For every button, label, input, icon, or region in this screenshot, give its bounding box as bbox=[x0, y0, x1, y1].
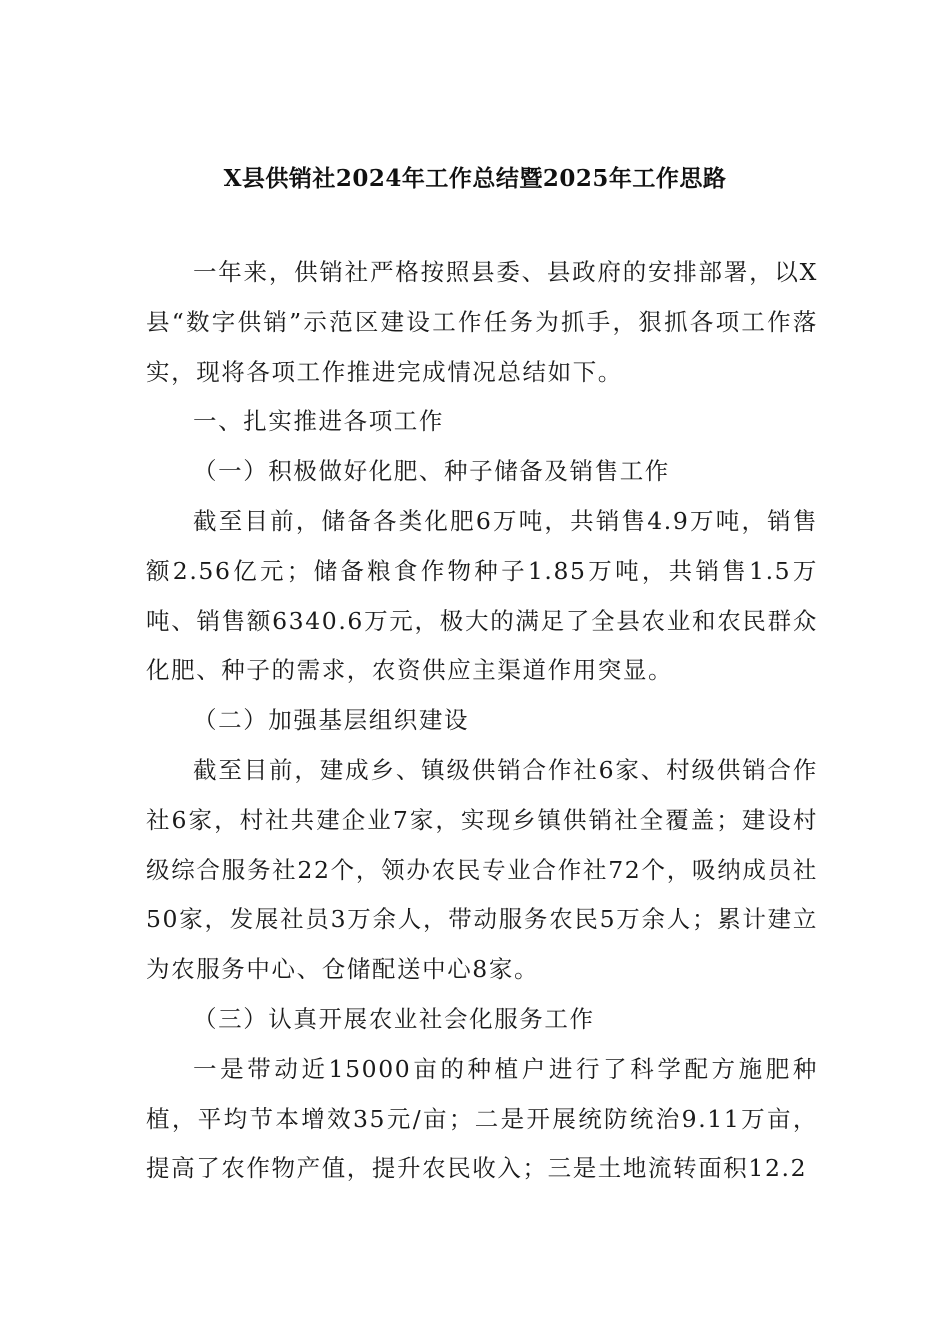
section-heading-1: 一、扎实推进各项工作 bbox=[193, 407, 444, 436]
document-body bbox=[146, 248, 818, 1194]
subsection-heading-1: （一）积极做好化肥、种子储备及销售工作 bbox=[193, 457, 670, 486]
subsection-heading-2: （二）加强基层组织建设 bbox=[193, 706, 470, 735]
intro-paragraph: 一年来，供销社严格按照县委、县政府的安排部署，以X县“数字供销”示范区建设工作任务为抓手，狠抓各项工作落实，现将各项工作推进完成情况总结如下。 bbox=[146, 258, 818, 386]
body-paragraph-fertilizer: 截至目前，储备各类化肥6万吨，共销售4.9万吨，销售额2.56亿元；储备粮食作物种子1.85万吨，共销售1.5万吨、销售额6340.6万元，极大的满足了全县农业和农民群众化肥、种子的需求，农资供应主渠道作用突显。 bbox=[146, 506, 818, 685]
subsection-heading-3: （三）认真开展农业社会化服务工作 bbox=[193, 1004, 595, 1033]
document-title: X县供销社2024年工作总结暨2025年工作思路 bbox=[223, 165, 727, 192]
body-paragraph-organization: 截至目前，建成乡、镇级供销合作社6家、村级供销合作社6家，村社共建企业7家，实现乡镇供销社全覆盖；建设村级综合服务社22个，领办农民专业合作社72个，吸纳成员社50家，发展社员3万余人，带动服务农民5万余人；累计建立为农服务中心、仓储配送中心8家。 bbox=[146, 755, 818, 984]
body-paragraph-services: 一是带动近15000亩的种植户进行了科学配方施肥种植，平均节本增效35元/亩；二是开展统防统治9.11万亩，提高了农作物产值，提升农民收入；三是土地流转面积12.2 bbox=[146, 1054, 818, 1183]
